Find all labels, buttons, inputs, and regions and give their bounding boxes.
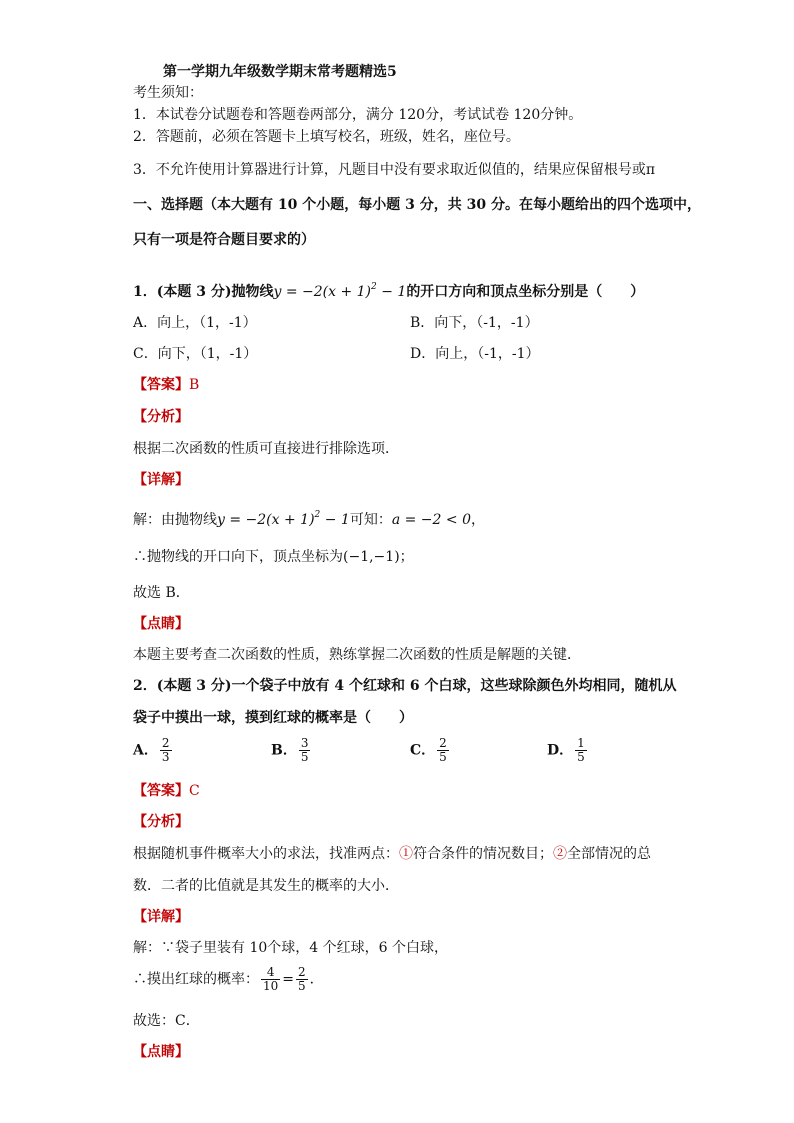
q1-detail-formula: $y = -2(x + 1)^2 - 1$ xyxy=(217,510,350,528)
q1-option-c: C．向下，（1，-1） xyxy=(133,346,258,362)
q2-analysis-2: 数．二者的比值就是其发生的概率的大小． xyxy=(133,878,399,894)
fraction-denominator: 5 xyxy=(577,750,585,764)
answer-value: B xyxy=(189,377,200,393)
notice-item: 2．答题前，必须在答题卡上填写校名，班级，姓名，座位号。 xyxy=(133,129,520,145)
fraction-numerator: 3 xyxy=(300,736,309,750)
q2-detail-1: 解：∵袋子里装有 10个球，4 个红球，6 个白球， xyxy=(133,940,448,956)
q1-analysis-tag: 【分析】 xyxy=(133,409,189,425)
q2-analysis-tag: 【分析】 xyxy=(133,814,189,830)
notice-item: 1．本试卷分试题卷和答题卷两部分，满分 120分，考试试卷 120分钟。 xyxy=(133,107,583,123)
circled-two: ② xyxy=(553,846,567,862)
q1-detail-tag: 【详解】 xyxy=(133,472,189,488)
q1-detail-1: 解：由抛物线$y = -2(x + 1)^2 - 1$可知：a = −2 < 0， xyxy=(133,510,485,528)
option-fraction xyxy=(160,737,172,764)
q2-analysis-text: 符合条件的情况数目； xyxy=(413,846,553,862)
answer-value: C xyxy=(189,783,200,799)
q1-vertex: (−1,−1) xyxy=(343,549,400,565)
q1-option-d: D．向上，（-1，-1） xyxy=(410,346,540,362)
q2-answer xyxy=(133,782,200,800)
q1-comment: 本题主要考查二次函数的性质，熟练掌握二次函数的性质是解题的关键． xyxy=(133,647,581,663)
answer-tag: 【答案】 xyxy=(133,783,189,799)
fraction-numerator: 4 xyxy=(261,966,280,980)
q1-analysis: 根据二次函数的性质可直接进行排除选项． xyxy=(133,441,399,457)
q2-option-d xyxy=(547,737,589,764)
q1-answer xyxy=(133,376,199,394)
q1-option-a: A．向上，（1，-1） xyxy=(133,315,257,331)
q1-detail-2 xyxy=(133,548,414,566)
probability-result xyxy=(296,966,308,993)
fraction-denominator: 10 xyxy=(263,979,279,993)
option-label: D． xyxy=(547,742,574,759)
q1-comment-tag: 【点睛】 xyxy=(133,616,189,632)
page-title: 第一学期九年级数学期末常考题精选5 xyxy=(163,64,397,80)
fraction-denominator: 5 xyxy=(298,979,306,993)
section-heading-cont: 只有一项是符合题目要求的） xyxy=(133,232,315,248)
fraction-numerator: 2 xyxy=(439,736,447,750)
option-label: A． xyxy=(133,742,158,759)
option-fraction xyxy=(575,737,587,764)
q1-detail-coefficient: a = −2 < 0 xyxy=(391,512,471,528)
q1-stem xyxy=(133,278,644,301)
notice-label: 考生须知： xyxy=(133,85,203,101)
q2-detail-3: 故选：C． xyxy=(133,1013,200,1029)
q2-stem-line1: 2．(本题 3 分)一个袋子中放有 4 个红球和 6 个白球，这些球除颜色外均相同，随机从 xyxy=(133,678,677,694)
q2-analysis-1 xyxy=(133,845,651,863)
q2-stem-line2: 袋子中摸出一球，摸到红球的概率是（ ） xyxy=(133,710,413,726)
option-fraction xyxy=(299,737,311,764)
notice-item: 3．不允许使用计算器进行计算，凡题目中没有要求取近似值的，结果应保留根号或π xyxy=(133,162,656,178)
q2-option-c xyxy=(410,737,451,764)
probability-fraction xyxy=(261,966,280,993)
fraction-denominator: 5 xyxy=(300,750,309,764)
option-label: B． xyxy=(271,742,297,759)
q2-comment-tag: 【点睛】 xyxy=(133,1044,189,1060)
q2-detail-2-prefix: ∴摸出红球的概率： xyxy=(133,971,259,988)
q2-analysis-text: 根据随机事件概率大小的求法，找准两点： xyxy=(133,846,399,862)
q1-detail-2-suffix: ； xyxy=(399,549,414,565)
q2-detail-2: ∴摸出红球的概率： $\frac{4}{10}$ = $\frac{2}{5}$ ． xyxy=(133,965,324,993)
q1-detail-2-prefix: ∴抛物线的开口向下，顶点坐标为 xyxy=(133,549,343,565)
fraction-denominator: 3 xyxy=(161,750,170,764)
section-heading: 一、选择题（本大题有 10 个小题，每小题 3 分，共 30 分。在每小题给出的四个选项中， xyxy=(133,197,701,213)
q1-stem-suffix: 的开口方向和顶点坐标分别是（ ） xyxy=(406,284,645,300)
q1-stem-prefix: 1．(本题 3 分)抛物线 xyxy=(133,284,274,300)
option-label: C． xyxy=(410,742,436,759)
fraction-denominator: 5 xyxy=(439,750,447,764)
option-fraction xyxy=(437,737,449,764)
q1-detail-1-mid: 可知： xyxy=(349,512,392,528)
q2-analysis-text: 全部情况的总 xyxy=(567,846,651,862)
answer-tag: 【答案】 xyxy=(133,377,189,393)
circled-one: ① xyxy=(399,846,413,862)
q1-option-b: B．向下，（-1，-1） xyxy=(410,315,539,331)
fraction-numerator: 2 xyxy=(298,965,306,979)
fraction-numerator: 2 xyxy=(161,736,170,750)
q1-formula: $y = -2(x + 1)^2 - 1$ xyxy=(273,282,407,300)
q1-detail-3: 故选 B． xyxy=(133,585,190,601)
q2-option-b xyxy=(271,737,312,764)
q2-detail-tag: 【详解】 xyxy=(133,909,189,925)
q2-option-a xyxy=(133,737,174,764)
q1-detail-1-prefix: 解：由抛物线 xyxy=(133,512,217,528)
fraction-numerator: 1 xyxy=(577,736,585,750)
